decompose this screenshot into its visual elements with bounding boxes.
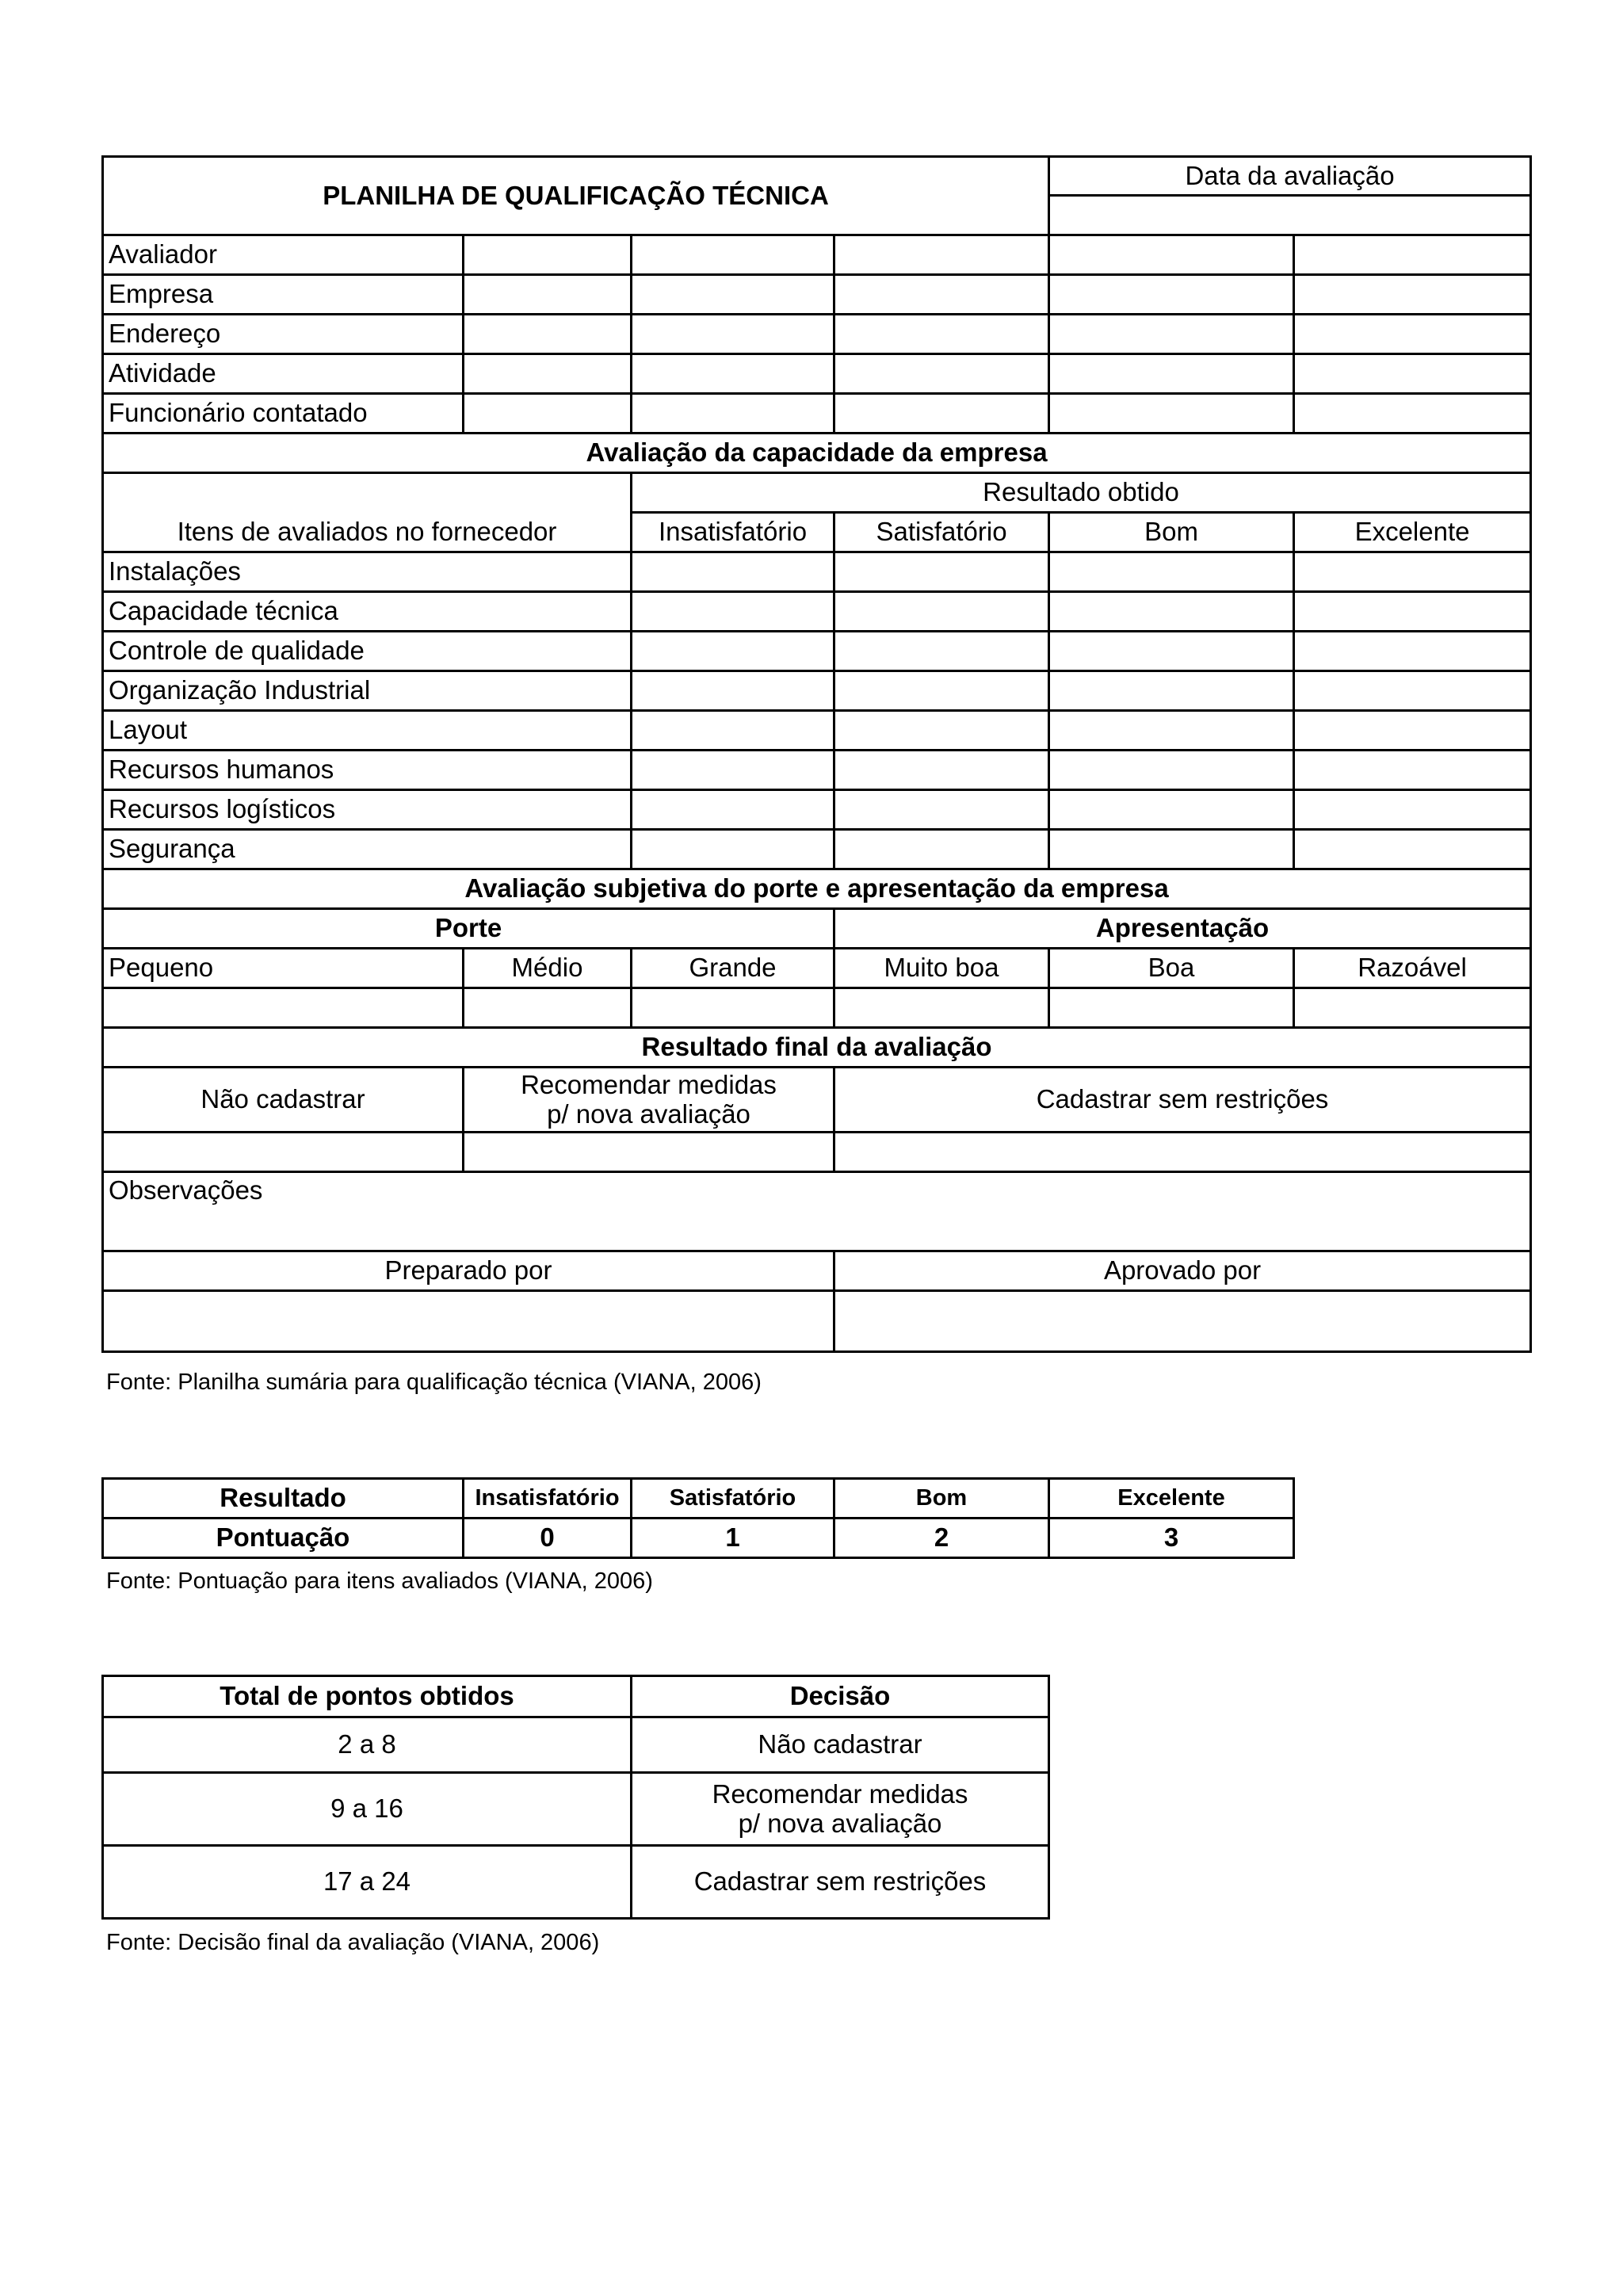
rating-cell[interactable] [632,711,834,751]
decision-source: Fonte: Decisão final da avaliação (VIANA, 2006) [106,1930,600,1955]
final-header: Resultado final da avaliação [103,1028,1531,1068]
score-header-satisfatorio: Satisfatório [632,1479,834,1519]
item-label: Recursos humanos [103,751,632,790]
score-value: 0 [464,1519,632,1558]
final-checkbox[interactable] [834,1133,1531,1172]
info-field[interactable] [834,275,1049,315]
rating-cell[interactable] [1294,751,1531,790]
score-value: 3 [1049,1519,1294,1558]
rating-cell[interactable] [1049,711,1294,751]
rating-header-excelente: Excelente [1294,513,1531,552]
item-label: Instalações [103,552,632,592]
info-label-endereco: Endereço [103,315,464,354]
rating-cell[interactable] [632,632,834,671]
info-field[interactable] [834,235,1049,275]
info-field[interactable] [632,315,834,354]
info-field[interactable] [1294,275,1531,315]
rating-cell[interactable] [632,751,834,790]
observacoes-field[interactable] [103,1172,1531,1251]
item-label: Recursos logísticos [103,790,632,830]
prepared-by-field[interactable] [103,1291,834,1352]
info-label-funcionario: Funcionário contatado [103,394,464,434]
rating-cell[interactable] [834,751,1049,790]
rating-cell[interactable] [1294,711,1531,751]
apresentacao-option-boa: Boa [1049,949,1294,988]
apresentacao-option-muito-boa: Muito boa [834,949,1049,988]
score-header-excelente: Excelente [1049,1479,1294,1519]
info-field[interactable] [1294,315,1531,354]
final-option-recomendar-line2: p/ nova avaliação [547,1098,750,1129]
info-label-avaliador: Avaliador [103,235,464,275]
rating-cell[interactable] [1049,592,1294,632]
info-field[interactable] [1049,354,1294,394]
rating-cell[interactable] [834,671,1049,711]
rating-cell[interactable] [632,671,834,711]
decision-range: 17 a 24 [103,1846,632,1919]
rating-cell[interactable] [1294,830,1531,869]
item-label: Controle de qualidade [103,632,632,671]
item-label: Segurança [103,830,632,869]
rating-cell[interactable] [834,552,1049,592]
score-table [101,1477,1295,1559]
qualification-form [101,155,1532,1353]
porte-label: Porte [103,909,834,949]
apresentacao-checkbox[interactable] [1049,988,1294,1028]
decision-col1-header: Total de pontos obtidos [103,1676,632,1717]
capacity-header: Avaliação da capacidade da empresa [103,434,1531,473]
info-field[interactable] [1049,275,1294,315]
decision-range: 2 a 8 [103,1717,632,1773]
porte-option-pequeno: Pequeno [103,949,464,988]
decision-value-line2: p/ nova avaliação [738,1808,942,1838]
item-label: Capacidade técnica [103,592,632,632]
prepared-by-label: Preparado por [103,1251,834,1291]
rating-cell[interactable] [632,552,834,592]
observacoes-label: Observações [109,1175,263,1205]
rating-cell[interactable] [1294,671,1531,711]
result-obtained-label: Resultado obtido [632,473,1531,513]
final-option-cadastrar: Cadastrar sem restrições [834,1068,1531,1133]
rating-cell[interactable] [632,592,834,632]
rating-cell[interactable] [1049,552,1294,592]
porte-option-medio: Médio [464,949,632,988]
info-label-empresa: Empresa [103,275,464,315]
apresentacao-label: Apresentação [834,909,1531,949]
porte-option-grande: Grande [632,949,834,988]
approved-by-field[interactable] [834,1291,1531,1352]
porte-checkbox[interactable] [103,988,464,1028]
final-checkbox[interactable] [464,1133,834,1172]
score-header-bom: Bom [834,1479,1049,1519]
info-field[interactable] [1049,315,1294,354]
info-field[interactable] [1294,235,1531,275]
info-field[interactable] [464,315,632,354]
rating-cell[interactable] [834,711,1049,751]
score-row2-label: Pontuação [103,1519,464,1558]
score-source: Fonte: Pontuação para itens avaliados (VIANA, 2006) [106,1568,653,1594]
info-field[interactable] [632,354,834,394]
rating-cell[interactable] [834,632,1049,671]
item-label: Organização Industrial [103,671,632,711]
rating-cell[interactable] [834,790,1049,830]
final-option-nao-cadastrar: Não cadastrar [103,1068,464,1133]
rating-header-bom: Bom [1049,513,1294,552]
date-field[interactable] [1049,196,1531,235]
porte-checkbox[interactable] [464,988,632,1028]
decision-value: Cadastrar sem restrições [632,1846,1049,1919]
score-value: 1 [632,1519,834,1558]
items-label: Itens de avaliados no fornecedor [103,473,632,552]
rating-cell[interactable] [1294,592,1531,632]
info-field[interactable] [1294,354,1531,394]
score-row1-label: Resultado [103,1479,464,1519]
final-option-recomendar [464,1068,834,1133]
decision-value: Não cadastrar [632,1717,1049,1773]
apresentacao-option-razoavel: Razoável [1294,949,1531,988]
date-label: Data da avaliação [1049,157,1531,196]
final-option-recomendar-line1: Recomendar medidas [521,1070,777,1100]
info-field[interactable] [632,235,834,275]
apresentacao-checkbox[interactable] [834,988,1049,1028]
apresentacao-checkbox[interactable] [1294,988,1531,1028]
decision-col2-header: Decisão [632,1676,1049,1717]
final-checkbox[interactable] [103,1133,464,1172]
rating-cell[interactable] [834,592,1049,632]
rating-cell[interactable] [1294,552,1531,592]
rating-cell[interactable] [1049,632,1294,671]
rating-cell[interactable] [1049,830,1294,869]
info-field[interactable] [834,354,1049,394]
rating-cell[interactable] [1294,790,1531,830]
rating-cell[interactable] [1049,671,1294,711]
decision-range: 9 a 16 [103,1773,632,1846]
rating-cell[interactable] [1049,790,1294,830]
form-source: Fonte: Planilha sumária para qualificação técnica (VIANA, 2006) [106,1370,762,1395]
decision-value [632,1773,1049,1846]
rating-header-satisfatorio: Satisfatório [834,513,1049,552]
info-field[interactable] [632,275,834,315]
rating-cell[interactable] [1294,632,1531,671]
score-value: 2 [834,1519,1049,1558]
rating-header-insatisfatorio: Insatisfatório [632,513,834,552]
info-field[interactable] [834,394,1049,434]
info-field[interactable] [464,354,632,394]
info-field[interactable] [834,315,1049,354]
decision-value-line1: Recomendar medidas [712,1779,968,1809]
porte-checkbox[interactable] [632,988,834,1028]
info-field[interactable] [1294,394,1531,434]
info-label-atividade: Atividade [103,354,464,394]
form-title: PLANILHA DE QUALIFICAÇÃO TÉCNICA [103,157,1049,235]
info-field[interactable] [1049,394,1294,434]
rating-cell[interactable] [1049,751,1294,790]
decision-table [101,1675,1050,1920]
info-field[interactable] [632,394,834,434]
info-field[interactable] [464,275,632,315]
info-field[interactable] [1049,235,1294,275]
subjective-header: Avaliação subjetiva do porte e apresentação da empresa [103,869,1531,909]
item-label: Layout [103,711,632,751]
info-field[interactable] [464,394,632,434]
info-field[interactable] [464,235,632,275]
rating-cell[interactable] [834,830,1049,869]
rating-cell[interactable] [632,830,834,869]
rating-cell[interactable] [632,790,834,830]
approved-by-label: Aprovado por [834,1251,1531,1291]
score-header-insatisfatorio: Insatisfatório [464,1479,632,1519]
